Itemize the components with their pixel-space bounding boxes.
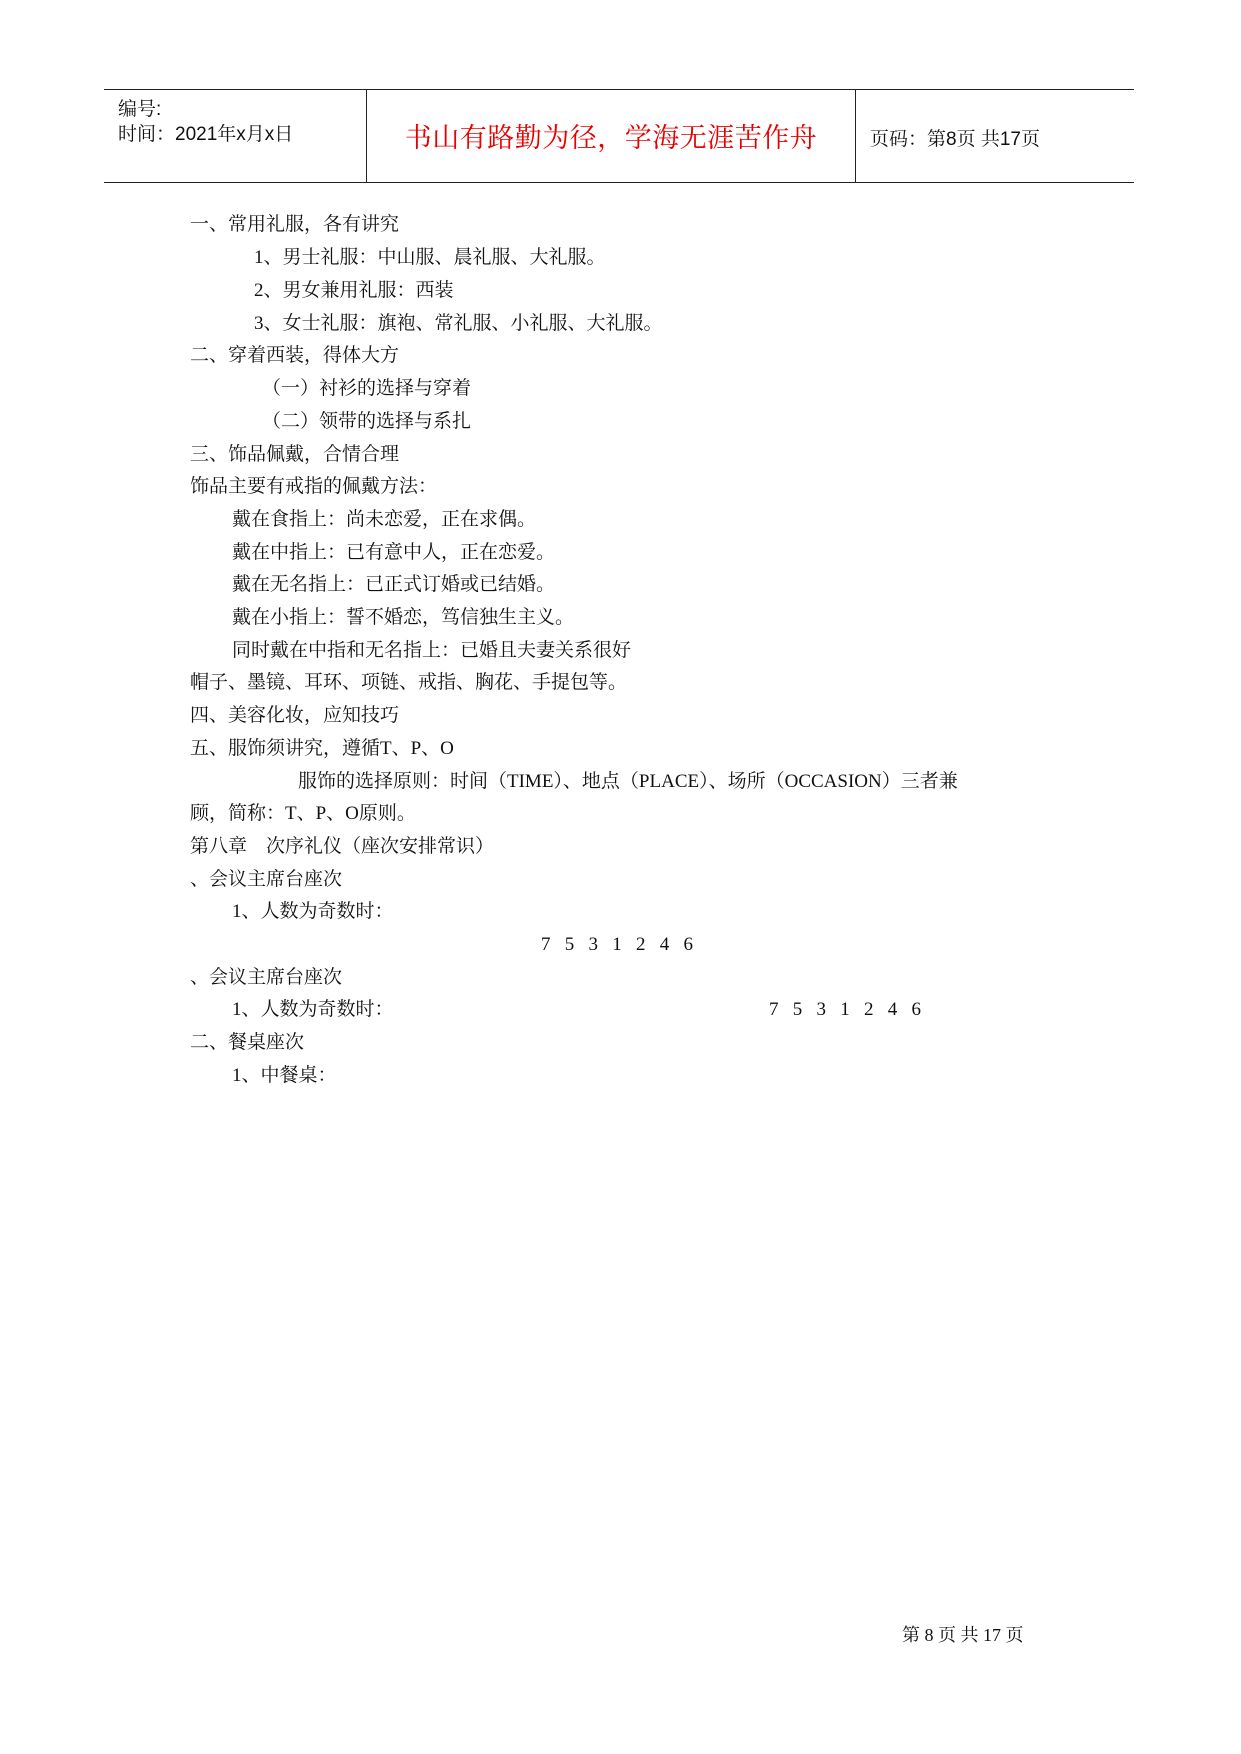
section-heading: 、会议主席台座次 [190,869,343,890]
header-motto: 书山有路勤为径，学海无涯苦作舟 [404,123,818,154]
list-item: 1、人数为奇数时： [232,901,394,922]
list-item: 3、女士礼服：旗袍、常礼服、小礼服、大礼服。 [254,313,663,334]
page-header-table [104,89,1134,183]
list-item: 同时戴在中指和无名指上：已婚且夫妻关系很好 [232,640,632,661]
header-middle-cell [367,90,856,182]
list-item: 1、人数为奇数时： [232,999,394,1020]
header-left-cell [104,90,367,182]
paragraph: 顾，简称：T、P、O原则。 [190,803,416,824]
list-item: 戴在小指上：誓不婚恋，笃信独生主义。 [232,607,575,628]
list-item: 戴在中指上：已有意中人，正在恋爱。 [232,542,556,563]
sub-item: （二）领带的选择与系扎 [262,411,472,432]
section-heading: 四、美容化妆，应知技巧 [190,705,400,726]
page-footer: 第 8 页 共 17 页 [902,1625,1024,1645]
chapter-heading: 第八章 次序礼仪（座次安排常识） [190,836,495,857]
seat-order-row: 7 5 3 1 2 4 6 [769,999,921,1020]
time-label: 时间：2021年x月x日 [118,124,294,145]
section-heading: 二、餐桌座次 [190,1032,305,1053]
section-heading: 五、服饰须讲究，遵循T、P、O [190,738,454,759]
section-heading: 三、饰品佩戴，合情合理 [190,444,400,465]
list-item: 1、男士礼服：中山服、晨礼服、大礼服。 [254,247,606,268]
list-item: 戴在食指上：尚未恋爱，正在求偶。 [232,509,537,530]
serial-label: 编号: [118,99,162,120]
header-page-label: 页码：第8页 共17页 [870,129,1040,150]
paragraph: 服饰的选择原则：时间（TIME）、地点（PLACE）、场所（OCCASION）三者兼 [298,771,958,792]
paragraph: 帽子、墨镜、耳环、项链、戒指、胸花、手提包等。 [190,672,628,693]
seat-order-row: 7 5 3 1 2 4 6 [541,934,693,955]
list-item: 1、中餐桌： [232,1065,337,1086]
section-heading: 、会议主席台座次 [190,967,343,988]
sub-item: （一）衬衫的选择与穿着 [262,378,472,399]
header-right-cell [856,90,1134,182]
paragraph: 饰品主要有戒指的佩戴方法： [190,476,438,497]
section-heading: 一、常用礼服，各有讲究 [190,214,400,235]
section-heading: 二、穿着西装，得体大方 [190,345,400,366]
list-item: 2、男女兼用礼服：西装 [254,280,454,301]
list-item: 戴在无名指上：已正式订婚或已结婚。 [232,574,556,595]
